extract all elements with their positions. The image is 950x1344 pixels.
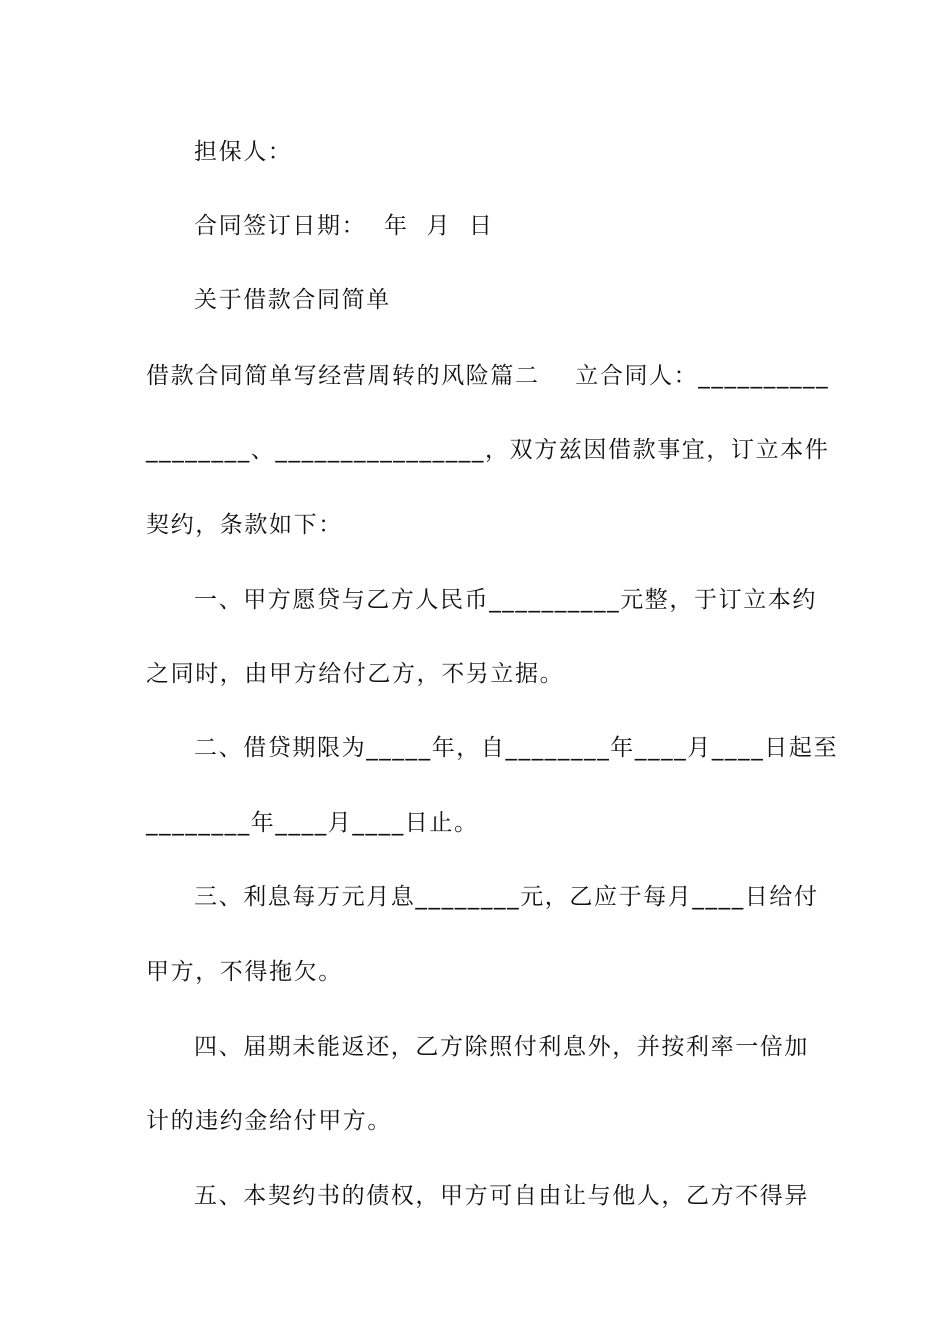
- clause-3-line-2: 甲方，不得拖欠。: [146, 959, 343, 985]
- parties-line: ________、________________，双方兹因借款事宜，订立本件: [146, 437, 830, 463]
- clause-5-line-1: 五、本契约书的债权，甲方可自由让与他人，乙方不得异: [194, 1183, 809, 1209]
- section-heading: 关于借款合同简单: [194, 287, 391, 313]
- guarantor-line: 担保人：: [194, 139, 293, 165]
- clause-2-line-2: ________年____月____日止。: [146, 810, 479, 836]
- contract-title-line: 借款合同简单写经营周转的风险篇二 立合同人：__________: [146, 363, 830, 389]
- terms-intro-line: 契约，条款如下：: [146, 512, 343, 538]
- clause-4-line-2: 计的违约金给付甲方。: [146, 1108, 392, 1134]
- sign-date-line: 合同签订日期： 年 月 日: [194, 213, 494, 239]
- clause-4-line-1: 四、届期未能返还，乙方除照付利息外，并按利率一倍加: [194, 1034, 809, 1060]
- clause-3-line-1: 三、利息每万元月息________元，乙应于每月____日给付: [194, 884, 819, 910]
- clause-1-line-1: 一、甲方愿贷与乙方人民币__________元整，于订立本约: [194, 587, 817, 613]
- clause-1-line-2: 之同时，由甲方给付乙方，不另立据。: [146, 661, 565, 687]
- clause-2-line-1: 二、借贷期限为_____年，自________年____月____日起至: [194, 735, 839, 761]
